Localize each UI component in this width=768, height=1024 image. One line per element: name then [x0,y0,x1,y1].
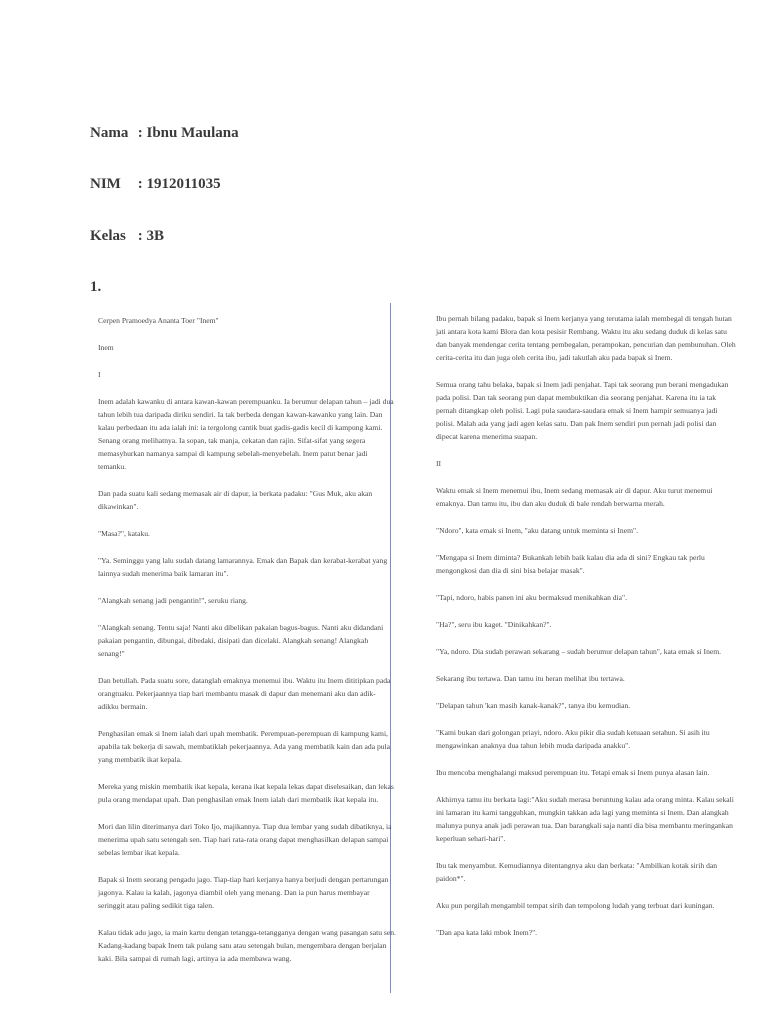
left-paragraph: Dan betullah. Pada suatu sore, datanglah emaknya menemui ibu. Waktu itu Inem dititipkan pada orangtuaku. Pekerjaannya tiap hari membantu masak di dapur dan menemani aku dan adik-adikku bermain. [98,676,391,711]
name-line [90,125,239,142]
right-paragraph: "Ndoro", kata emak si Inem, "aku datang untuk meminta si Inem". [436,526,638,535]
kelas-line [90,228,164,245]
right-paragraph: Aku pun pergilah mengambil tempat sirih dan tempolong ludah yang terbuat dari kuningan. [436,901,715,910]
right-paragraph: "Tapi, ndoro, habis panen ini aku bermaksud menikahkan dia". [436,593,628,602]
right-paragraph: Ibu pernah bilang padaku, bapak si Inem kerjanya yang terutama ialah membegal di tengah hutan jati antara kota kami Blora dan kota pesisir Rembang. Waktu itu aku sedang duduk di kelas satu dan banyak mendengar cerita tentang pembegalan, perampokan, pencurian dan pembunuhan. Oleh cerita-cerita itu dan juga oleh cerita ibu, jadi takutlah aku pada bapak si Inem. [436,314,736,362]
left-paragraph: "Masa?", kataku. [98,529,150,538]
question-number: 1. [90,279,102,295]
left-paragraph: Mori dan lilin diterimanya dari Toko Ijo, majikannya. Tiap dua lembar yang sudah dibatiknya, ia menerima upah satu setengah sen. Tiap hari rata-rata orang dapat menghasilkan delapan sampai sebelas lembar ikat kepala. [98,822,392,857]
right-paragraph: Waktu emak si Inem menemui ibu, Inem sedang memasak air di dapur. Aku turut menemui emaknya. Dan tamu itu, ibu dan aku duduk di bale rendah berwarna merah. [436,486,713,508]
right-column [436,312,736,953]
right-paragraph: "Ya, ndoro. Dia sudah perawan sekarang – sudah berumur delapan tahun", kata emak si Inem. [436,647,722,656]
right-paragraph: "Delapan tahun 'kan masih kanak-kanak?", tanya ibu kemudian. [436,701,631,710]
right-paragraph: "Kami bukan dari golongan priayi, ndoro. Aku pikir dia sudah ketuaan setahun. Si asih itu mengawinkan anaknya dua tahun lebih muda daripada anakku". [436,728,710,750]
left-paragraph: Mereka yang miskin membatik ikat kepala, kerana ikat kepala lekas dapat diselesaikan, dan lekas pula orang mendapat upah. Dan penghasilan emak Inem ialah dari membatik ikat kepala itu. [98,782,394,804]
left-paragraph: Inem [98,343,114,352]
right-paragraph: Akhirnya tamu itu berkata lagi:"Aku sudah merasa beruntung kalau ada orang minta. Kalau sekali ini lamaran itu kami tangguhkan, mungkin takkan ada lagi yang meminta si Inem. Dan alangkah malunya punya anak jadi perawan tua. Dan barangkali saja nanti dia bisa membantu meringankan keperluan sehari-hari". [436,795,734,843]
kelas-label: Kelas [90,228,126,244]
left-paragraph: Bapak si Inem seorang pengadu jago. Tiap-tiap hari kerjanya hanya berjudi dengan pertarungan jagonya. Kalau ia kalah, jagonya diambil oleh yang menang. Dan ia pun harus membayar seringgit atau paling sedikit tiga talen. [98,875,389,910]
name-label: Nama [90,125,129,141]
left-paragraph: I [98,370,101,379]
right-paragraph: Semua orang tahu belaka, bapak si Inem jadi penjahat. Tapi tak seorang pun berani mengadukan pada polisi. Dan tak seorang pun dapat membuktikan dia seorang penjahat. Karena itu ia tak pernah ditangkap oleh polisi. Lagi pula saudara-saudara emak si Inem hampir semuanya jadi polisi. Malah ada yang jadi agen kelas satu. Dan pak Inem sendiri pun pernah jadi polisi dan dipecat karena menerima suapan. [436,380,729,441]
right-paragraph: II [436,459,442,468]
left-paragraph: "Alangkah senang. Tentu saja! Nanti aku dibelikan pakaian bagus-bagus. Nanti aku didandani pakaian pengantin, dibungai, dibedaki, disipati dan dicelaki. Alangkah senang! Alangkah senang!" [98,623,384,658]
right-paragraph: Ibu tak menyambut. Kemudiannya ditentangnya aku dan berkata: "Ambilkan kotak sirih dan paidon*". [436,861,718,883]
nim-value: : 1912011035 [137,176,221,192]
left-paragraph: "Ya. Seminggu yang lalu sudah datang lamarannya. Emak dan Bapak dan kerabat-kerabat yang lainnya sudah menerima baik lamaran itu". [98,556,388,578]
left-paragraph: Penghasilan emak si Inem ialah dari upah membatik. Perempuan-perempuan di kampung kami, apabila tak bekerja di sawah, membatiklah pekerjaannya. Ada yang membatik kain dan ada pula yang membatik ikat kepala. [98,729,391,764]
right-paragraph: "Ha?", seru ibu kaget. "Dinikahkan?". [436,620,552,629]
left-column [98,314,396,979]
left-paragraph: Cerpen Pramoedya Ananta Toer "Inem" [98,316,219,325]
left-paragraph: Kalau tidak adu jago, ia main kartu dengan tetangga-tetangganya dengan wang pasangan satu sen. Kadang-kadang bapak Inem tak pulang satu atau setengah bulan, mengembara dengan berjalan kaki. Bila sampai di rumah lagi, artinya ia ada membawa wang. [98,928,396,963]
nim-line [90,176,221,193]
left-paragraph: Dan pada suatu kali sedang memasak air di dapur, ia berkata padaku: "Gus Muk, aku akan dikawinkan". [98,489,373,511]
right-paragraph: Ibu mencoba menghalangi maksud perempuan itu. Tetapi emak si Inem punya alasan lain. [436,768,710,777]
nim-label: NIM [90,176,121,192]
right-paragraph: "Mengapa si Inem diminta? Bukankah lebih baik kalau dia ada di sini? Engkau tak perlu mengongkosi dan dia di sini bisa belajar masak". [436,553,705,575]
right-paragraph: Sekarang ibu tertawa. Dan tamu itu heran melihat ibu tertawa. [436,674,625,683]
right-paragraph: "Dan apa kata laki mbok Inem?". [436,928,538,937]
kelas-value: : 3B [137,228,164,244]
name-value: : Ibnu Maulana [137,125,239,141]
left-paragraph: "Alangkah senang jadi pengantin!", seruku riang. [98,596,248,605]
left-paragraph: Inem adalah kawanku di antara kawan-kawan perempuanku. Ia berumur delapan tahun – jadi dua tahun lebih tua daripada diriku sendiri. Ia tak berbeda dengan kawan-kawanku yang lain. Dan kalau perbedaan itu ada ialah ini: ia tergolong cantik buat gadis-gadis kecil di kampung kami. Senang orang melihatnya. Ia sopan, tak manja, cekatan dan rajin. Sifat-sifat yang segera memasyhurkan namanya sampai di kampung sebelah-menyebelah. Inem patut benar jadi temanku. [98,397,394,471]
